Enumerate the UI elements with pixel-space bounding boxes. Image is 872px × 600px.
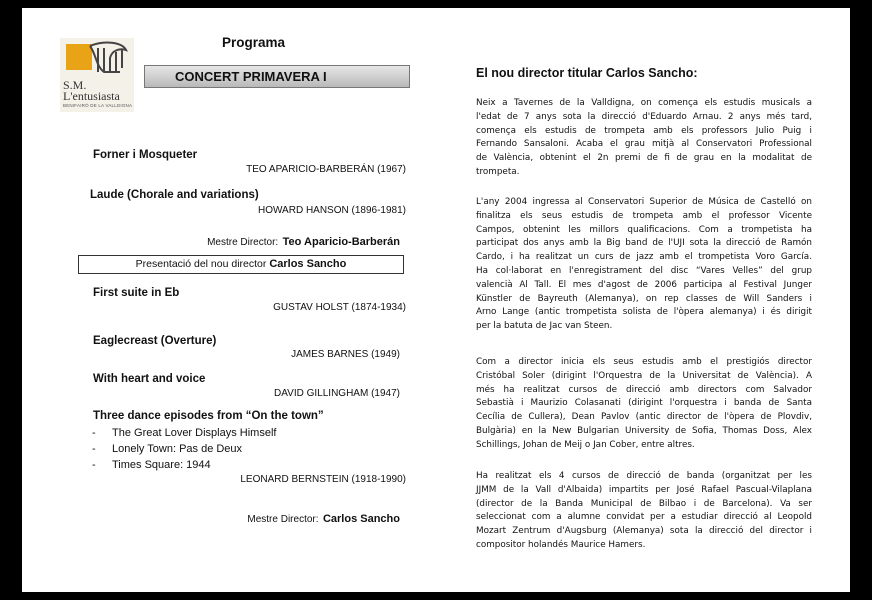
bio-line: comença els estudis de trompeta amb els professors Julio Puig i bbox=[476, 125, 812, 136]
logo-line-2: L'entusiasta bbox=[63, 89, 120, 103]
bio-line: Bulgària) en la New Bulgarian University de Sofia, Thomas Doss, Alex bbox=[476, 425, 812, 436]
bio-line: Cecília de Cullera), Dean Pavlov (antic director de l'òpera de Plovdiv, bbox=[476, 412, 812, 423]
piece-composer: HOWARD HANSON (1896-1981) bbox=[257, 205, 406, 216]
director-label: Mestre Director: bbox=[247, 514, 319, 525]
bio-line: de València, obtenint el 2n premi de fi de grau en la modalitat de bbox=[476, 153, 812, 164]
bio-line: Ha realitzat els 4 cursos de direcció de banda (organitzat per les bbox=[476, 471, 812, 481]
bio-line: Mozart Zentrum d'Augsburg (Alemanya) sota la direcció del director i bbox=[476, 526, 812, 537]
piece-title: Forner i Mosqueter bbox=[93, 149, 198, 161]
bio-heading: El nou director titular Carlos Sancho: bbox=[476, 66, 698, 80]
piece-composer: LEONARD BERNSTEIN (1918-1990) bbox=[240, 474, 406, 485]
bio-paragraph bbox=[476, 356, 812, 453]
bio-line: (director de la Banda Municipal de Bilbao i de Barcelona). Va ser bbox=[476, 498, 812, 509]
director-name: Teo Aparicio-Barberán bbox=[282, 236, 400, 248]
bio-line: L'any 2004 ingressa al Conservatori Superior de Música de Castelló on bbox=[476, 197, 812, 207]
episode-item: - The Great Lover Displays Himself bbox=[92, 427, 277, 439]
piece-title: Three dance episodes from “On the town” bbox=[93, 410, 324, 422]
society-logo bbox=[60, 38, 134, 112]
presentation-box bbox=[78, 255, 404, 274]
bio-line: JJMM de la Vall d'Albaida) impartits per José Rafael Pascual-Vilaplana bbox=[476, 484, 812, 495]
bio-line: finalitza els seus estudis de trompeta amb el professor Vicente bbox=[476, 210, 812, 221]
logo-line-1: S.M. bbox=[63, 78, 87, 92]
bio-line: compositor holandés Maurice Hamers. bbox=[476, 539, 646, 550]
bio-line: Com a director inicia els seus estudis amb el prestigiós director bbox=[476, 357, 812, 367]
bio-paragraph bbox=[476, 470, 812, 553]
director-line-1 bbox=[207, 232, 400, 250]
bio-line: Künstler de Bayreuth (Alemanya), on rep classes de Will Sanders i bbox=[476, 293, 812, 304]
bio-line: Neix a Tavernes de la Valldigna, on comença els estudis musicals a bbox=[476, 98, 812, 108]
bio-line: Fernando Sansaloni. Acaba el grau mitjà al Conservatori Professional bbox=[476, 139, 812, 150]
bio-line: per la batuta de Jac van Steen. bbox=[476, 321, 613, 332]
bio-line: valencià Al Tall. El mes d'agost de 2006 participa al Festival Junger bbox=[476, 279, 812, 290]
piece-title: Laude (Chorale and variations) bbox=[90, 189, 259, 201]
bio-line: Schillings, Johan de Meij o Jan Cober, entre altres. bbox=[476, 439, 695, 450]
concert-title-bar bbox=[144, 65, 410, 88]
logo-line-3: BENIFAIRÓ DE LA VALLDIGNA bbox=[63, 103, 133, 108]
piece-composer: JAMES BARNES (1949) bbox=[291, 349, 400, 360]
director-name: Carlos Sancho bbox=[322, 513, 400, 525]
bio-line: més ha realitzat cursos de direcció amb directors com Salvador bbox=[476, 384, 812, 395]
presentation-name: Carlos Sancho bbox=[269, 258, 347, 270]
bio-line: participat dos anys amb la Big band de l'UJI sota la direcció de Ramón bbox=[476, 238, 812, 249]
bio-line: Cristóbal Soler (dirigint l'Orquestra de la Universitat de València). A bbox=[476, 370, 812, 381]
bio-line: Sebastià i Maurizio Colasanati (dirigint l'orquestra i banda de Santa bbox=[476, 398, 812, 409]
presentation-text: Presentació del nou director bbox=[135, 258, 267, 270]
programa-heading: Programa bbox=[222, 35, 286, 50]
lyre-logo-icon bbox=[60, 38, 134, 82]
piece-title: First suite in Eb bbox=[93, 287, 180, 299]
bio-line: seleccionat com a alumne convidat per a estudiar direcció al Leopold bbox=[476, 512, 812, 523]
piece-title: Eaglecreast (Overture) bbox=[93, 335, 217, 347]
bio-paragraph bbox=[476, 97, 812, 180]
piece-title: With heart and voice bbox=[93, 373, 206, 385]
bio-line: Campos, obtenint les millors qualificacions. Com a trompetista ha bbox=[476, 224, 812, 235]
piece-composer: TEO APARICIO-BARBERÁN (1967) bbox=[246, 164, 406, 175]
bio-line: Arno Lange (antic trompetista solista de l'òpera alemanya) i és dirigit bbox=[476, 307, 812, 318]
director-line-2 bbox=[247, 509, 400, 527]
concert-title: CONCERT PRIMAVERA I bbox=[175, 69, 327, 84]
bio-paragraph bbox=[476, 196, 812, 334]
program-page bbox=[22, 8, 850, 592]
bio-line: trompeta. bbox=[476, 166, 520, 177]
director-label: Mestre Director: bbox=[207, 237, 279, 248]
bio-line: l'edat de 7 anys sota la direcció d'Eduardo Arnau. 2 anys més tard, bbox=[476, 111, 812, 122]
bio-line: Cardo, i ha realitzat un curs de jazz amb el trompetista Voro García. bbox=[476, 252, 812, 263]
piece-composer: GUSTAV HOLST (1874-1934) bbox=[273, 302, 406, 313]
episode-item: - Lonely Town: Pas de Deux bbox=[92, 443, 243, 455]
episode-item: - Times Square: 1944 bbox=[92, 459, 211, 471]
bio-line: Ha col·laborat en l'enregistrament del disc “Vares Velles” del grup bbox=[476, 265, 812, 276]
piece-composer: DAVID GILLINGHAM (1947) bbox=[274, 388, 400, 399]
